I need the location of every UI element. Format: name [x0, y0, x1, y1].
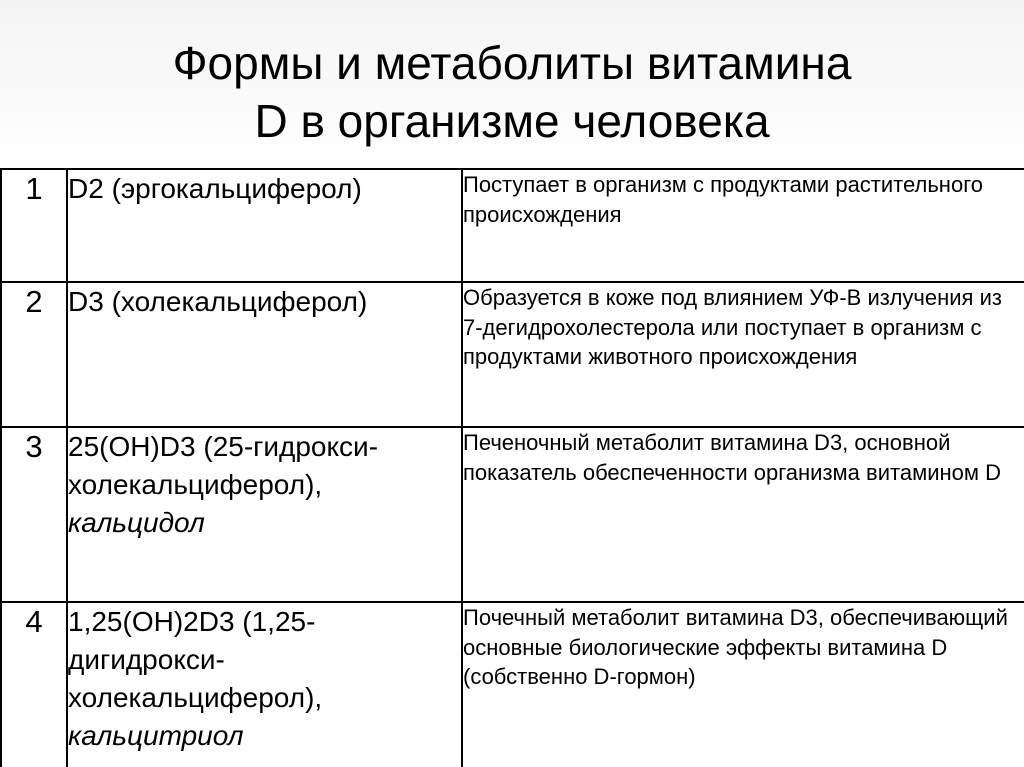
form-name-cell [67, 427, 462, 602]
form-name-cell [67, 282, 462, 427]
description-cell: Поступает в организм с продуктами растительного происхождения [462, 169, 1024, 282]
row-number: 3 [1, 427, 67, 602]
description-cell: Почечный метаболит витамина D3, обеспечивающий основные биологические эффекты витамина D (собственно D-гормон) [462, 602, 1024, 767]
slide-title-line-1: Формы и метаболиты витамина [172, 37, 852, 89]
vitamin-d-forms-table [0, 168, 1024, 767]
table-row [1, 169, 1024, 282]
form-trivial-name: кальцитриол [68, 720, 244, 751]
form-name-cell [67, 602, 462, 767]
table-row [1, 427, 1024, 602]
description-cell: Печеночный метаболит витамина D3, основной показатель обеспеченности организма витамином D [462, 427, 1024, 602]
description-cell: Образуется в коже под влиянием УФ-В излучения из 7-дегидрохолестерола или поступает в организм с продуктами животного происхождения [462, 282, 1024, 427]
slide-title-line-2: D в организме человека [254, 95, 770, 147]
slide-title [0, 34, 1024, 150]
form-name: D3 (холекальциферол) [68, 286, 368, 317]
form-trivial-name: кальцидол [68, 507, 205, 538]
table-row [1, 282, 1024, 427]
table-row [1, 602, 1024, 767]
form-name: 25(OH)D3 (25-гидрокси-холекальциферол), [68, 431, 379, 500]
row-number: 1 [1, 169, 67, 282]
form-name-cell [67, 169, 462, 282]
title-area [0, 0, 1024, 168]
row-number: 4 [1, 602, 67, 767]
form-name: D2 (эргокальциферол) [68, 173, 362, 204]
row-number: 2 [1, 282, 67, 427]
form-name: 1,25(OH)2D3 (1,25-дигидрокси-холекальциферол), [68, 606, 323, 713]
